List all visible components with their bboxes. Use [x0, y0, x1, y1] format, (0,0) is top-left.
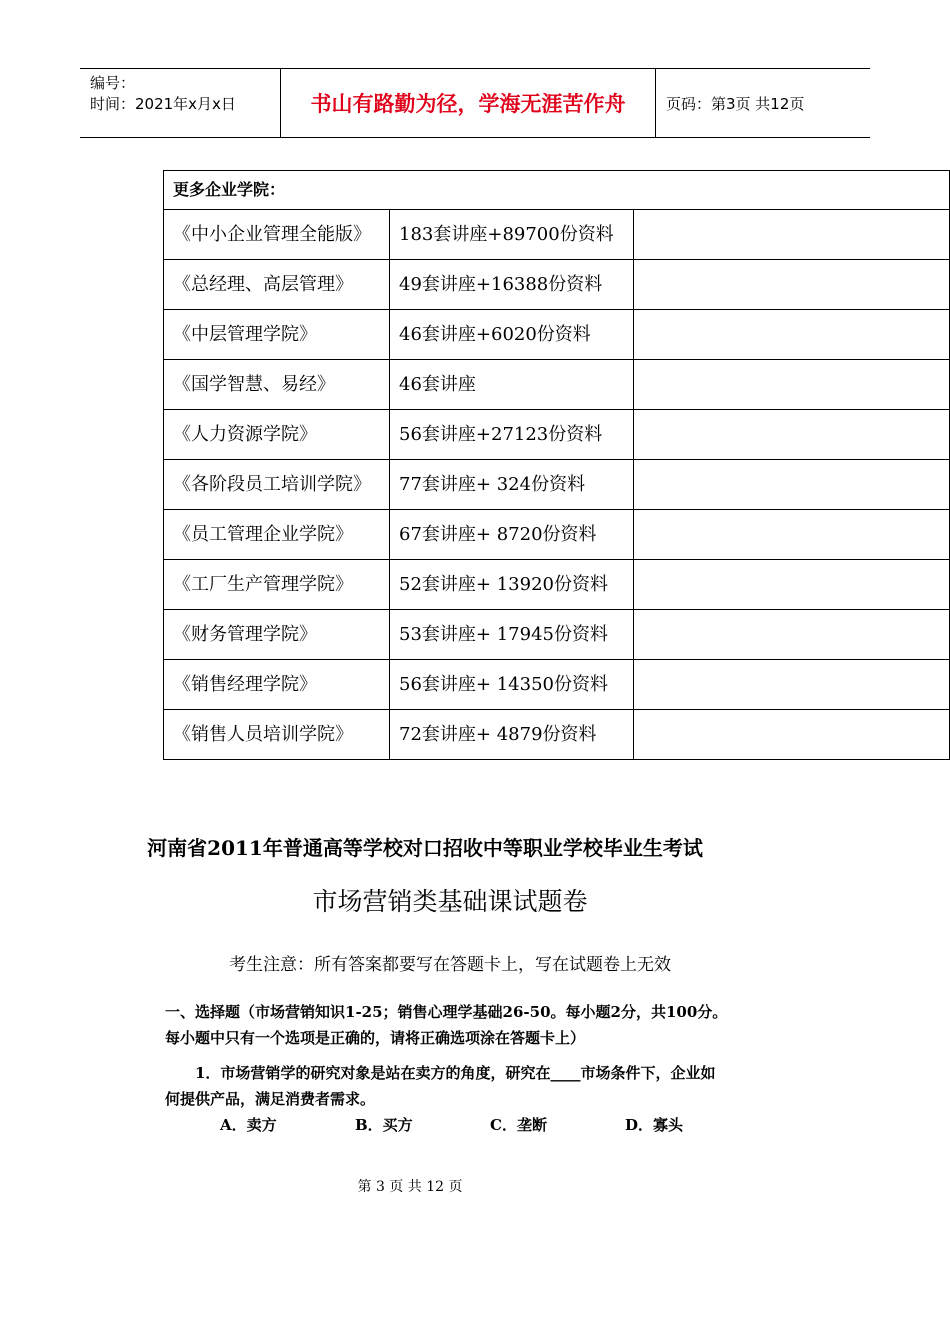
course-name: 《中层管理学院》: [164, 310, 390, 360]
course-name: 《销售经理学院》: [164, 660, 390, 710]
table-row: [164, 410, 950, 460]
question-1-line2: 何提供产品，满足消费者需求。: [165, 1090, 376, 1108]
course-content: 56套讲座+ 14350份资料: [390, 660, 634, 710]
table-title-row: [164, 171, 950, 210]
page-header: [80, 68, 870, 138]
table-row: [164, 210, 950, 260]
course-content: 52套讲座+ 13920份资料: [390, 560, 634, 610]
empty-cell: [634, 310, 950, 360]
table-row: [164, 610, 950, 660]
empty-cell: [634, 460, 950, 510]
course-name: 《人力资源学院》: [164, 410, 390, 460]
table-row: [164, 560, 950, 610]
question-1-line1: 1．市场营销学的研究对象是站在卖方的角度，研究在____市场条件下，企业如: [195, 1064, 716, 1082]
question-1: [165, 1060, 805, 1138]
table-row: [164, 260, 950, 310]
empty-cell: [634, 360, 950, 410]
empty-cell: [634, 210, 950, 260]
empty-cell: [634, 610, 950, 660]
header-page-code: 页码：第3页 共12页: [666, 94, 805, 113]
empty-cell: [634, 560, 950, 610]
empty-cell: [634, 710, 950, 760]
course-content: 72套讲座+ 4879份资料: [390, 710, 634, 760]
course-name: 《各阶段员工培训学院》: [164, 460, 390, 510]
section-instructions: [165, 999, 805, 1051]
table-row: [164, 710, 950, 760]
course-name: 《销售人员培训学院》: [164, 710, 390, 760]
course-name: 《工厂生产管理学院》: [164, 560, 390, 610]
table-row: [164, 460, 950, 510]
empty-cell: [634, 510, 950, 560]
course-name: 《总经理、高层管理》: [164, 260, 390, 310]
course-content: 46套讲座+6020份资料: [390, 310, 634, 360]
course-name: 《财务管理学院》: [164, 610, 390, 660]
exam-notice: 考生注意：所有答案都要写在答题卡上，写在试题卷上无效: [229, 955, 671, 975]
course-name: 《员工管理企业学院》: [164, 510, 390, 560]
course-content: 67套讲座+ 8720份资料: [390, 510, 634, 560]
course-table: [163, 170, 950, 760]
course-content: 183套讲座+89700份资料: [390, 210, 634, 260]
section-line1: 一、选择题（市场营销知识1-25；销售心理学基础26-50。每小题2分，共100分。: [165, 1003, 728, 1021]
table-row: [164, 660, 950, 710]
question-1-options: [165, 1112, 805, 1138]
course-content: 53套讲座+ 17945份资料: [390, 610, 634, 660]
course-name: 《中小企业管理全能版》: [164, 210, 390, 260]
section-line2: 每小题中只有一个选项是正确的，请将正确选项涂在答题卡上）: [165, 1029, 586, 1047]
number-label: 编号：: [90, 74, 136, 92]
course-content: 77套讲座+ 324份资料: [390, 460, 634, 510]
empty-cell: [634, 660, 950, 710]
empty-cell: [634, 260, 950, 310]
course-name: 《国学智慧、易经》: [164, 360, 390, 410]
time-label: 时间：2021年x月x日: [90, 95, 236, 113]
course-content: 56套讲座+27123份资料: [390, 410, 634, 460]
empty-cell: [634, 410, 950, 460]
course-content: 46套讲座: [390, 360, 634, 410]
table-row: [164, 510, 950, 560]
exam-title-line2: 市场营销类基础课试题卷: [312, 887, 588, 916]
table-title: 更多企业学院：: [164, 171, 950, 210]
header-meta: [80, 69, 280, 137]
header-motto: 书山有路勤为径，学海无涯苦作舟: [280, 69, 656, 137]
table-row: [164, 360, 950, 410]
exam-title-line1: 河南省2011年普通高等学校对口招收中等职业学校毕业生考试: [147, 836, 703, 860]
option-c: C．垄断: [490, 1116, 547, 1134]
course-content: 49套讲座+16388份资料: [390, 260, 634, 310]
table-row: [164, 310, 950, 360]
option-a: A．卖方: [220, 1116, 277, 1134]
option-b: B．买方: [355, 1116, 413, 1134]
page-footer: 第 3 页 共 12 页: [357, 1179, 463, 1195]
option-d: D．寡头: [625, 1116, 684, 1134]
